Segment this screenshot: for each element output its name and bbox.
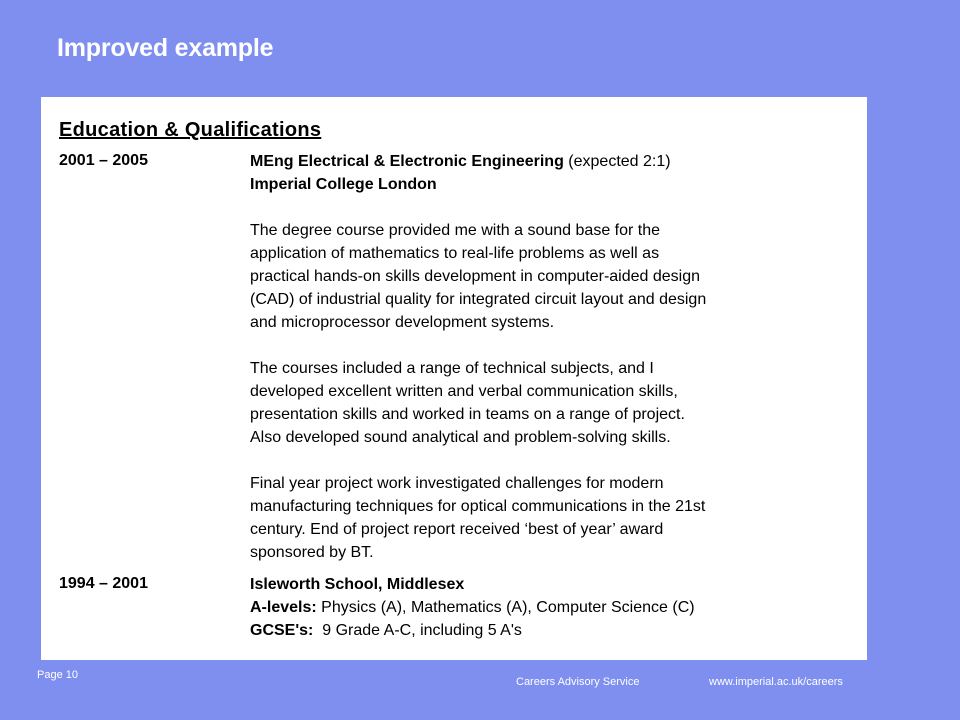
paragraph-line: and microprocessor development systems. <box>250 314 555 331</box>
alevels-line <box>250 596 810 619</box>
alevels-value: Physics (A), Mathematics (A), Computer Science (C) <box>316 599 695 616</box>
school-name: Isleworth School, Middlesex <box>250 576 465 593</box>
paragraph-line: Also developed sound analytical and problem-solving skills. <box>250 429 671 446</box>
institution-name: Imperial College London <box>250 176 437 193</box>
paragraph-line: Final year project work investigated challenges for modern <box>250 475 664 492</box>
entry-details <box>250 573 810 642</box>
course-description-paragraph <box>250 219 810 334</box>
paragraph-line: The degree course provided me with a sound base for the <box>250 222 661 239</box>
skills-paragraph <box>250 357 810 449</box>
gcse-line <box>250 619 810 642</box>
footer-url: www.imperial.ac.uk/careers <box>709 676 843 688</box>
slide-title: Improved example <box>57 34 274 62</box>
paragraph-line: application of mathematics to real-life problems as well as <box>250 245 660 262</box>
paragraph-line: sponsored by BT. <box>250 544 374 561</box>
entry-dates: 1994 – 2001 <box>59 575 148 592</box>
paragraph-line: presentation skills and worked in teams on a range of project. <box>250 406 685 423</box>
project-paragraph <box>250 472 810 564</box>
degree-grade: (expected 2:1) <box>563 153 671 170</box>
entry-details <box>250 150 810 564</box>
paragraph-line: developed excellent written and verbal communication skills, <box>250 383 678 400</box>
paragraph-line: century. End of project report received ‘best of year’ award <box>250 521 664 538</box>
page-number: Page 10 <box>37 669 78 681</box>
degree-line <box>250 150 810 173</box>
paragraph-line: The courses included a range of technical subjects, and I <box>250 360 654 377</box>
cv-card <box>41 97 867 660</box>
section-heading: Education & Qualifications <box>59 119 322 141</box>
degree-title: MEng Electrical & Electronic Engineering <box>250 153 564 170</box>
entry-dates: 2001 – 2005 <box>59 152 148 169</box>
gcse-label: GCSE's: <box>250 622 314 639</box>
paragraph-line: practical hands-on skills development in computer-aided design <box>250 268 701 285</box>
paragraph-line: manufacturing techniques for optical communications in the 21st <box>250 498 706 515</box>
alevels-label: A-levels: <box>250 599 317 616</box>
paragraph-line: (CAD) of industrial quality for integrated circuit layout and design <box>250 291 707 308</box>
footer-service-name: Careers Advisory Service <box>516 676 640 688</box>
gcse-value: 9 Grade A-C, including 5 A's <box>313 622 522 639</box>
